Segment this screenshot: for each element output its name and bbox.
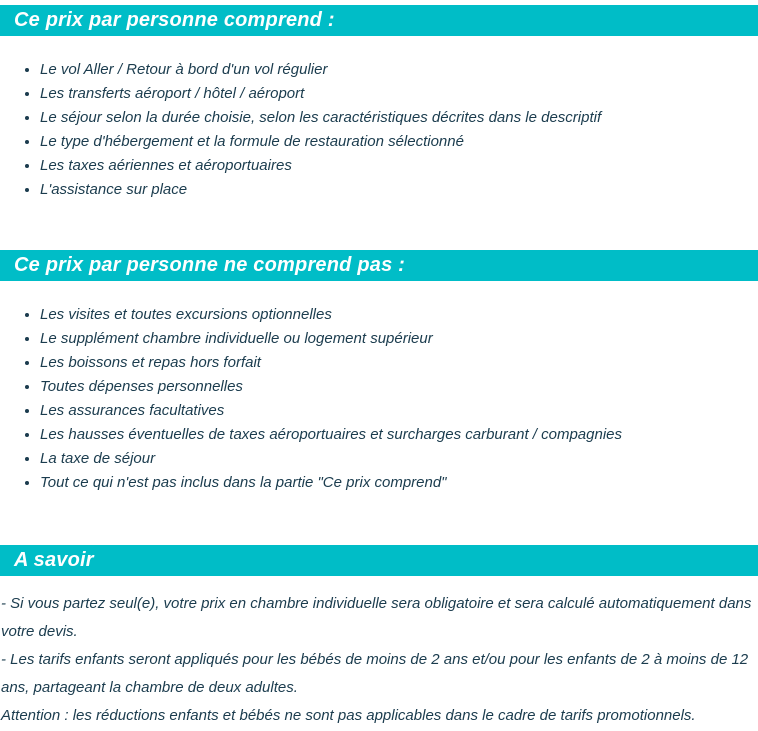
list-item: • Les assurances facultatives <box>40 399 758 423</box>
section-gap <box>0 495 758 545</box>
section-title-price-excludes: Ce prix par personne ne comprend pas : <box>14 254 406 276</box>
list-item: • Le type d'hébergement et la formule de restauration sélectionné <box>40 130 758 154</box>
list-item: • Les taxes aériennes et aéroportuaires <box>40 154 758 178</box>
list-item: • L'assistance sur place <box>40 178 758 202</box>
list-item: • Les transferts aéroport / hôtel / aéroport <box>40 82 758 106</box>
price-includes-list <box>0 58 758 202</box>
list-item: • Le vol Aller / Retour à bord d'un vol régulier <box>40 58 758 82</box>
info-paragraph: - Si vous partez seul(e), votre prix en chambre individuelle sera obligatoire et sera calculé automatiquement dans votre devis. <box>1 595 752 640</box>
section-header-price-includes <box>0 5 758 36</box>
section-title-price-includes: Ce prix par personne comprend : <box>14 9 335 31</box>
list-item: • Le séjour selon la durée choisie, selon les caractéristiques décrites dans le descriptif <box>40 106 758 130</box>
section-header-good-to-know <box>0 545 758 576</box>
info-paragraph: - Les tarifs enfants seront appliqués pour les bébés de moins de 2 ans et/ou pour les enfants de 2 à moins de 12 ans, partageant la chambre de deux adultes. <box>1 651 749 696</box>
list-item: • Les boissons et repas hors forfait <box>40 351 758 375</box>
section-header-price-excludes <box>0 250 758 281</box>
list-item: • La taxe de séjour <box>40 447 758 471</box>
section-title-good-to-know: A savoir <box>14 549 94 571</box>
section-gap <box>0 202 758 250</box>
section-price-includes <box>0 5 758 250</box>
list-item: • Le supplément chambre individuelle ou logement supérieur <box>40 327 758 351</box>
price-excludes-list <box>0 303 758 495</box>
section-good-to-know <box>0 545 758 730</box>
good-to-know-paragraphs <box>0 590 758 730</box>
list-item: • Les visites et toutes excursions optionnelles <box>40 303 758 327</box>
list-item: • Tout ce qui n'est pas inclus dans la partie "Ce prix comprend" <box>40 471 758 495</box>
list-item: • Les hausses éventuelles de taxes aéroportuaires et surcharges carburant / compagnies <box>40 423 758 447</box>
list-item: • Toutes dépenses personnelles <box>40 375 758 399</box>
info-paragraph: Attention : les réductions enfants et bébés ne sont pas applicables dans le cadre de tarifs promotionnels. <box>1 707 696 724</box>
section-price-excludes <box>0 250 758 545</box>
